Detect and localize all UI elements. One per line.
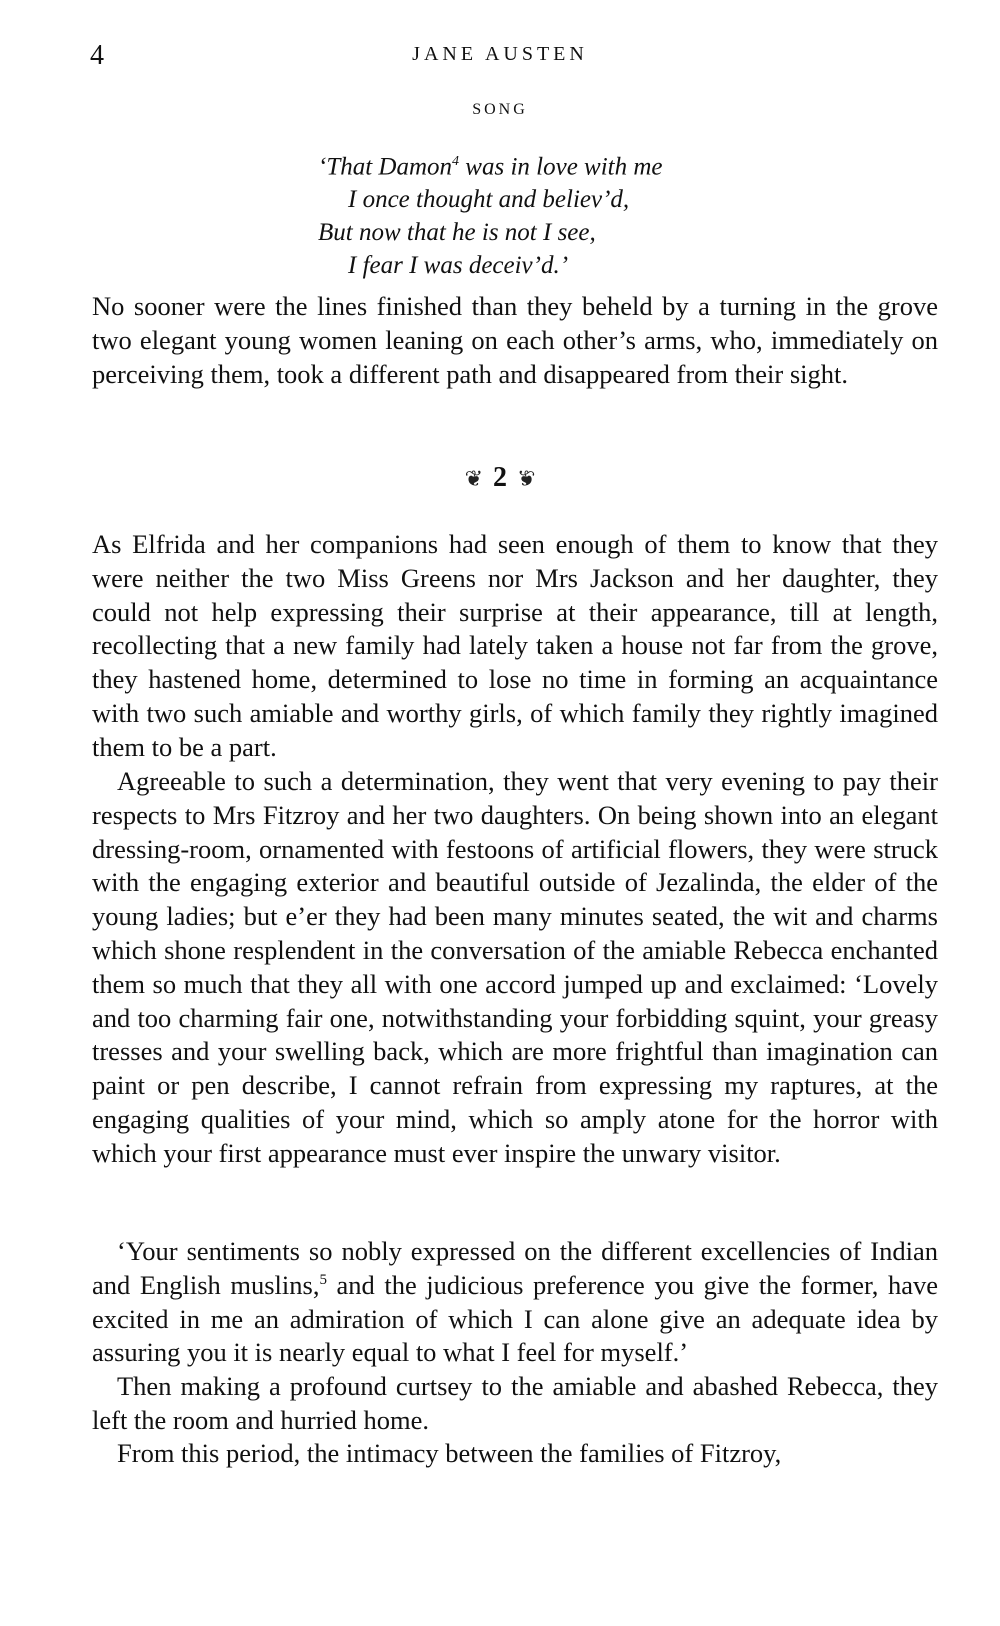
verse-line-2: I once thought and believ’d, — [348, 186, 630, 214]
chapter-number: 2 — [493, 462, 507, 493]
footnote-marker: 5 — [319, 1271, 327, 1288]
verse-line-1: ‘That Damon$^4$ was in love with me — [318, 153, 663, 181]
footnote-marker: 4 — [452, 154, 460, 169]
song-title: SONG — [472, 101, 528, 118]
fleuron-right-icon: ❦ — [517, 466, 536, 491]
paragraph-1: No sooner were the lines finished than they beheld by a turning in the grove two elegant young women leaning on each other’s arms, who, immediately on perceiving them, took a different path and disappeared from their sight. — [92, 291, 938, 389]
fleuron-left-icon: ❦ — [464, 466, 483, 491]
paragraph-3: Agreeable to such a determination, they went that very evening to pay their respects to Mrs Fitzroy and her two daughters. On being shown into an elegant dressing-room, ornamented with festoons of artificial flowers, they were struck with the engaging exterior and beautiful outside of Jezalinda, the elder of the young ladies; but e’er they had been many minutes seated, the wit and charms which shone resplendent in the conversation of the amiable Rebecca enchanted them so much that they all with one accord jumped up and exclaimed: ‘Lovely and too charming fair one, notwithstanding your forbidding squint, your greasy tresses and your swelling back, which are more frightful than imagination can paint or pen describe, I cannot refrain from expressing my raptures, at the engaging qualities of your mind, which so amply atone for the horror with which your first appearance must ever inspire the unwary visitor. — [92, 766, 938, 1168]
paragraph-5: Then making a profound curtsey to the amiable and abashed Rebecca, they left the room and hurried home. — [92, 1371, 938, 1435]
paragraph-6: From this period, the intimacy between the families of Fitzroy, — [117, 1438, 782, 1468]
verse-line-3: But now that he is not I see, — [318, 219, 596, 247]
song-verse — [318, 145, 663, 282]
paragraph-2: As Elfrida and her companions had seen enough of them to know that they were neither the two Miss Greens nor Mrs Jackson and her daughter, they could not help expressing their surprise at their appearance, till at length, recollecting that a new family had lately taken a house not far from the grove, they hastened home, determined to lose no time in forming an acquaintance with two such amiable and worthy girls, of which family they rightly imagined them to be a part. — [92, 529, 938, 762]
chapter-heading — [0, 460, 1000, 497]
paragraph-4: ‘Your sentiments so nobly expressed on the different excellencies of Indian and English muslins,$^5$ and the judicious preference you give the former, have excited in me an admiration of which I can alone give an adequate idea by assuring you it is nearly equal to what I feel for myself.’ — [92, 1236, 938, 1368]
verse-line-4: I fear I was deceiv’d.’ — [348, 252, 569, 280]
page-number: 4 — [90, 40, 104, 71]
running-head: JANE AUSTEN — [412, 43, 588, 65]
